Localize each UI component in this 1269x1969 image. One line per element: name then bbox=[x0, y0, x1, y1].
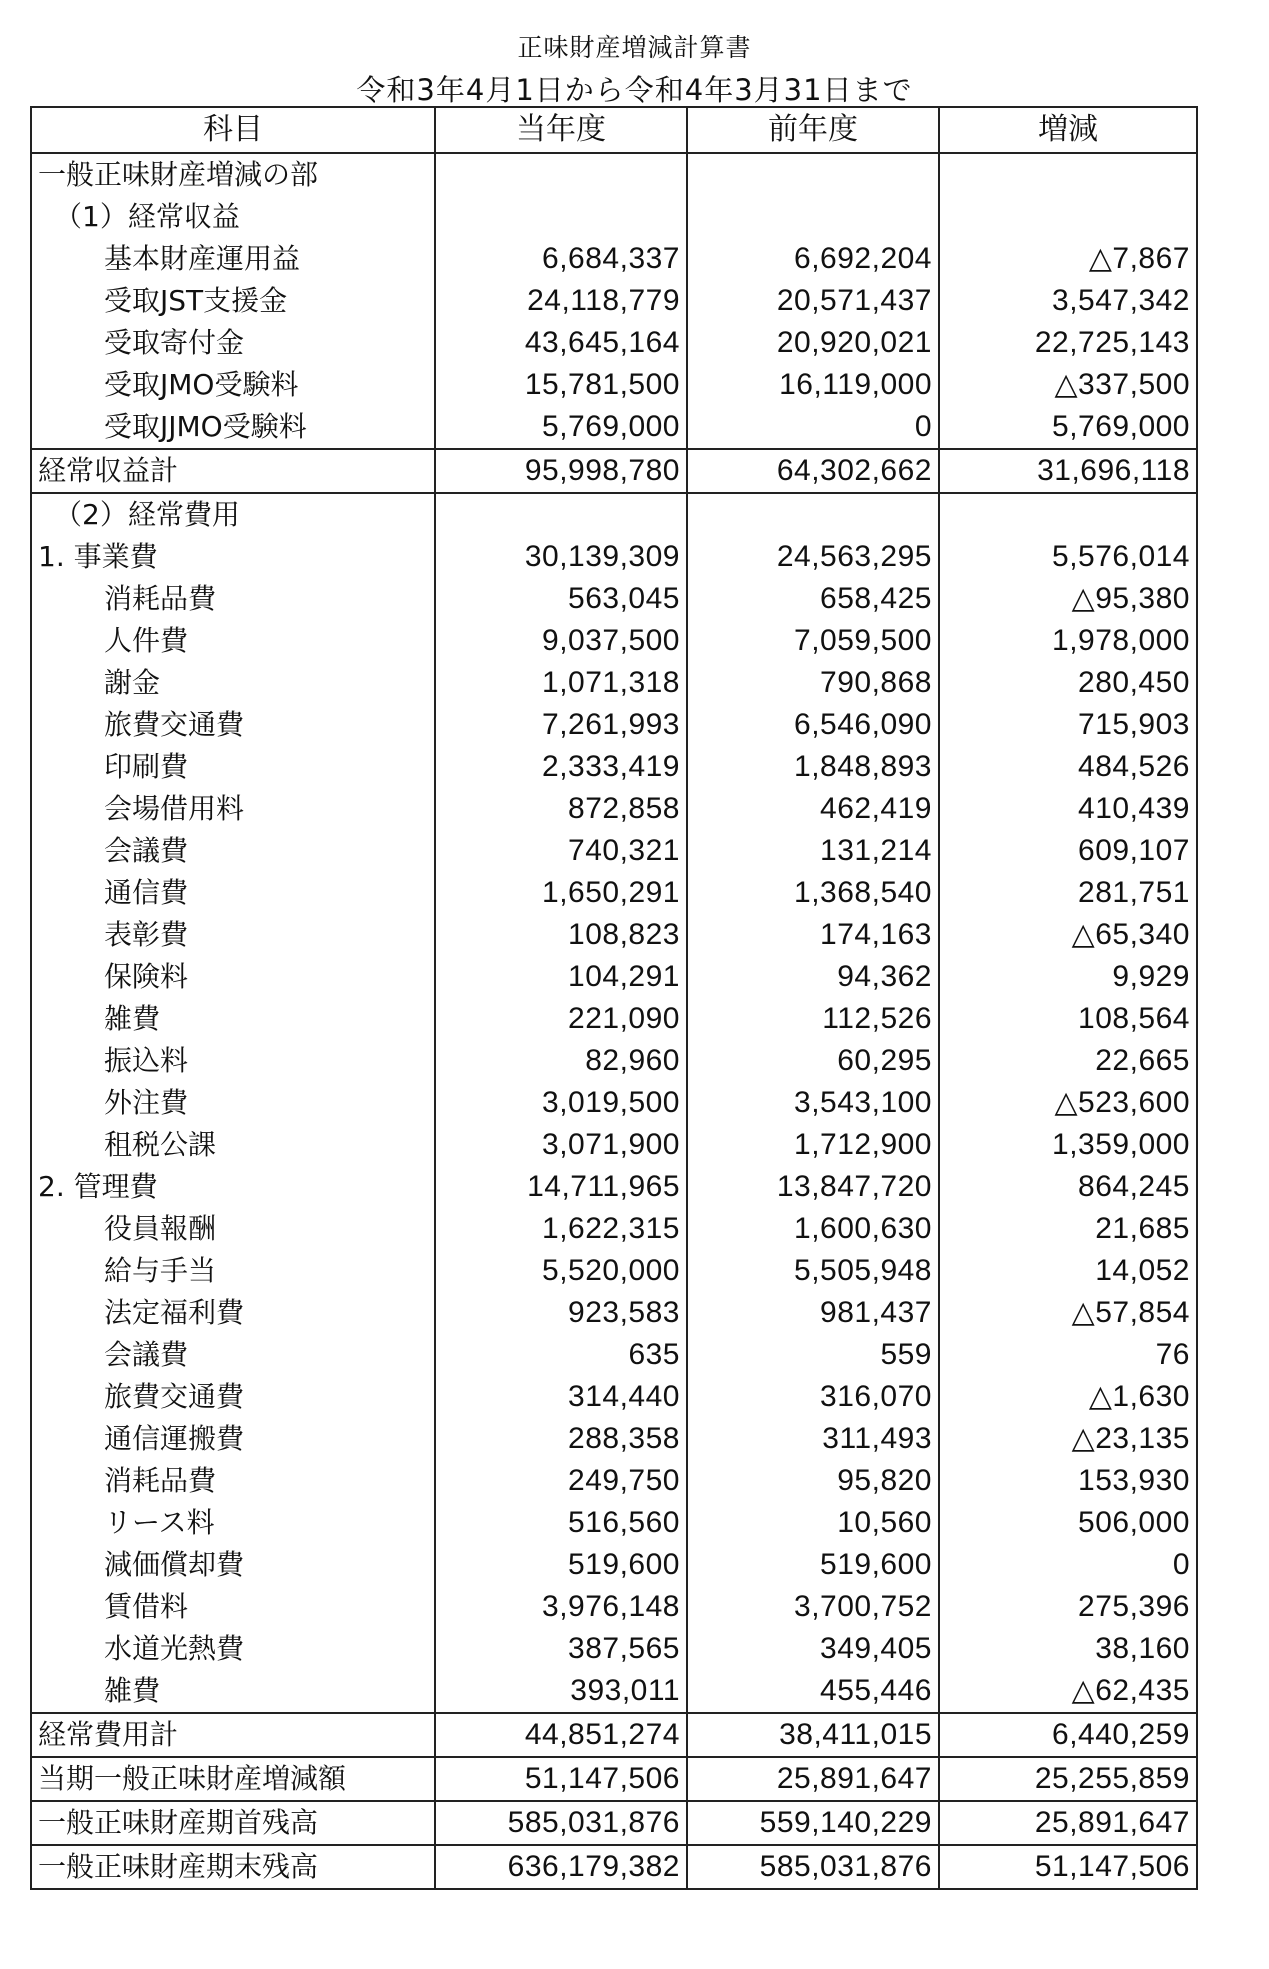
row-label: 旅費交通費 bbox=[31, 704, 435, 746]
row-prior-year: 95,820 bbox=[687, 1460, 939, 1502]
row-current-year: 923,583 bbox=[435, 1292, 687, 1334]
row-prior-year: 349,405 bbox=[687, 1628, 939, 1670]
row-current-year: 3,976,148 bbox=[435, 1586, 687, 1628]
row-change: △57,854 bbox=[939, 1292, 1197, 1334]
row-prior-year: 112,526 bbox=[687, 998, 939, 1040]
row-current-year: 30,139,309 bbox=[435, 536, 687, 578]
row-prior-year: 24,563,295 bbox=[687, 536, 939, 578]
row-change: 9,929 bbox=[939, 956, 1197, 998]
row-change: 153,930 bbox=[939, 1460, 1197, 1502]
row-prior-year: 1,368,540 bbox=[687, 872, 939, 914]
row-current-year: 5,769,000 bbox=[435, 406, 687, 449]
row-current-year: 44,851,274 bbox=[435, 1713, 687, 1757]
row-prior-year: 316,070 bbox=[687, 1376, 939, 1418]
row-change: 1,359,000 bbox=[939, 1124, 1197, 1166]
row-change: 1,978,000 bbox=[939, 620, 1197, 662]
table-row bbox=[31, 406, 1197, 449]
row-prior-year: 790,868 bbox=[687, 662, 939, 704]
table-row bbox=[31, 1082, 1197, 1124]
table-row bbox=[31, 493, 1197, 536]
row-label: 会議費 bbox=[31, 1334, 435, 1376]
row-current-year: 1,622,315 bbox=[435, 1208, 687, 1250]
table-row bbox=[31, 449, 1197, 493]
row-label: 給与手当 bbox=[31, 1250, 435, 1292]
row-label: 当期一般正味財産増減額 bbox=[31, 1757, 435, 1801]
table-row bbox=[31, 364, 1197, 406]
row-current-year: 104,291 bbox=[435, 956, 687, 998]
row-current-year: 14,711,965 bbox=[435, 1166, 687, 1208]
table-row bbox=[31, 830, 1197, 872]
statement-table bbox=[30, 106, 1198, 1890]
row-change: 6,440,259 bbox=[939, 1713, 1197, 1757]
row-label: 基本財産運用益 bbox=[31, 238, 435, 280]
row-label: 受取JST支援金 bbox=[31, 280, 435, 322]
row-change: 3,547,342 bbox=[939, 280, 1197, 322]
document-period: 令和3年4月1日から令和4年3月31日まで bbox=[356, 73, 913, 107]
row-prior-year: 6,546,090 bbox=[687, 704, 939, 746]
row-change: △95,380 bbox=[939, 578, 1197, 620]
row-label: 振込料 bbox=[31, 1040, 435, 1082]
table-header bbox=[31, 107, 1197, 153]
row-change: 51,147,506 bbox=[939, 1845, 1197, 1889]
row-change bbox=[939, 196, 1197, 238]
row-current-year: 387,565 bbox=[435, 1628, 687, 1670]
row-prior-year: 20,571,437 bbox=[687, 280, 939, 322]
table-row bbox=[31, 536, 1197, 578]
row-current-year: 43,645,164 bbox=[435, 322, 687, 364]
row-change: 108,564 bbox=[939, 998, 1197, 1040]
row-change bbox=[939, 493, 1197, 536]
row-current-year: 95,998,780 bbox=[435, 449, 687, 493]
table-row bbox=[31, 1544, 1197, 1586]
table-row bbox=[31, 662, 1197, 704]
header-change: 増減 bbox=[939, 107, 1197, 153]
row-current-year: 15,781,500 bbox=[435, 364, 687, 406]
row-label: 消耗品費 bbox=[31, 1460, 435, 1502]
table-row bbox=[31, 788, 1197, 830]
table-row bbox=[31, 746, 1197, 788]
row-change: 5,769,000 bbox=[939, 406, 1197, 449]
row-label: （1）経常収益 bbox=[31, 196, 435, 238]
table-row bbox=[31, 196, 1197, 238]
row-current-year: 51,147,506 bbox=[435, 1757, 687, 1801]
row-prior-year: 519,600 bbox=[687, 1544, 939, 1586]
row-current-year: 2,333,419 bbox=[435, 746, 687, 788]
row-change: △7,867 bbox=[939, 238, 1197, 280]
row-label: 法定福利費 bbox=[31, 1292, 435, 1334]
row-prior-year: 16,119,000 bbox=[687, 364, 939, 406]
row-change: △1,630 bbox=[939, 1376, 1197, 1418]
row-label: 通信運搬費 bbox=[31, 1418, 435, 1460]
row-current-year: 314,440 bbox=[435, 1376, 687, 1418]
row-current-year: 288,358 bbox=[435, 1418, 687, 1460]
row-label: （2）経常費用 bbox=[31, 493, 435, 536]
row-change: 22,725,143 bbox=[939, 322, 1197, 364]
row-change: 410,439 bbox=[939, 788, 1197, 830]
row-label: 保険料 bbox=[31, 956, 435, 998]
row-change: 864,245 bbox=[939, 1166, 1197, 1208]
row-current-year: 9,037,500 bbox=[435, 620, 687, 662]
row-change: 38,160 bbox=[939, 1628, 1197, 1670]
row-current-year: 519,600 bbox=[435, 1544, 687, 1586]
table-row bbox=[31, 1502, 1197, 1544]
row-prior-year: 559 bbox=[687, 1334, 939, 1376]
row-change: 609,107 bbox=[939, 830, 1197, 872]
row-prior-year: 3,543,100 bbox=[687, 1082, 939, 1124]
row-current-year: 7,261,993 bbox=[435, 704, 687, 746]
row-label: 受取寄付金 bbox=[31, 322, 435, 364]
table-row bbox=[31, 322, 1197, 364]
row-label: 人件費 bbox=[31, 620, 435, 662]
row-prior-year: 38,411,015 bbox=[687, 1713, 939, 1757]
table-row bbox=[31, 238, 1197, 280]
header-account: 科目 bbox=[31, 107, 435, 153]
row-label: 減価償却費 bbox=[31, 1544, 435, 1586]
row-current-year: 3,019,500 bbox=[435, 1082, 687, 1124]
table-row bbox=[31, 1670, 1197, 1713]
table-row bbox=[31, 153, 1197, 196]
row-change: 14,052 bbox=[939, 1250, 1197, 1292]
row-label: 2. 管理費 bbox=[31, 1166, 435, 1208]
row-change: 506,000 bbox=[939, 1502, 1197, 1544]
row-change: 484,526 bbox=[939, 746, 1197, 788]
row-label: 雑費 bbox=[31, 1670, 435, 1713]
header-current-year: 当年度 bbox=[435, 107, 687, 153]
table-row bbox=[31, 620, 1197, 662]
row-change: 275,396 bbox=[939, 1586, 1197, 1628]
table-row bbox=[31, 914, 1197, 956]
document-title: 正味財産増減計算書 bbox=[517, 33, 752, 62]
table-row bbox=[31, 280, 1197, 322]
row-label: 水道光熱費 bbox=[31, 1628, 435, 1670]
row-current-year: 635 bbox=[435, 1334, 687, 1376]
table-row bbox=[31, 956, 1197, 998]
row-label: 通信費 bbox=[31, 872, 435, 914]
table-row bbox=[31, 1292, 1197, 1334]
row-label: 外注費 bbox=[31, 1082, 435, 1124]
table-row bbox=[31, 1628, 1197, 1670]
table-row bbox=[31, 1376, 1197, 1418]
row-current-year: 82,960 bbox=[435, 1040, 687, 1082]
row-prior-year: 455,446 bbox=[687, 1670, 939, 1713]
row-current-year: 636,179,382 bbox=[435, 1845, 687, 1889]
header-row bbox=[31, 107, 1197, 153]
row-current-year bbox=[435, 153, 687, 196]
table-row bbox=[31, 1460, 1197, 1502]
row-current-year: 1,650,291 bbox=[435, 872, 687, 914]
row-label: 会場借用料 bbox=[31, 788, 435, 830]
row-prior-year: 94,362 bbox=[687, 956, 939, 998]
row-prior-year bbox=[687, 153, 939, 196]
row-prior-year: 585,031,876 bbox=[687, 1845, 939, 1889]
row-change bbox=[939, 153, 1197, 196]
table-row bbox=[31, 1713, 1197, 1757]
row-label: リース料 bbox=[31, 1502, 435, 1544]
row-label: 経常費用計 bbox=[31, 1713, 435, 1757]
row-change: 22,665 bbox=[939, 1040, 1197, 1082]
table-row bbox=[31, 1208, 1197, 1250]
row-current-year bbox=[435, 196, 687, 238]
row-current-year: 108,823 bbox=[435, 914, 687, 956]
row-current-year bbox=[435, 493, 687, 536]
row-current-year: 516,560 bbox=[435, 1502, 687, 1544]
row-change: 21,685 bbox=[939, 1208, 1197, 1250]
row-change: 715,903 bbox=[939, 704, 1197, 746]
row-prior-year: 6,692,204 bbox=[687, 238, 939, 280]
table-body bbox=[31, 153, 1197, 1889]
row-change: 0 bbox=[939, 1544, 1197, 1586]
row-prior-year: 5,505,948 bbox=[687, 1250, 939, 1292]
row-label: 雑費 bbox=[31, 998, 435, 1040]
row-prior-year: 559,140,229 bbox=[687, 1801, 939, 1845]
row-current-year: 3,071,900 bbox=[435, 1124, 687, 1166]
row-change: 280,450 bbox=[939, 662, 1197, 704]
row-current-year: 221,090 bbox=[435, 998, 687, 1040]
row-prior-year: 20,920,021 bbox=[687, 322, 939, 364]
row-prior-year: 131,214 bbox=[687, 830, 939, 872]
row-label: 表彰費 bbox=[31, 914, 435, 956]
table-row bbox=[31, 578, 1197, 620]
row-label: 役員報酬 bbox=[31, 1208, 435, 1250]
row-label: 旅費交通費 bbox=[31, 1376, 435, 1418]
row-label: 消耗品費 bbox=[31, 578, 435, 620]
table-row bbox=[31, 1250, 1197, 1292]
row-change: △523,600 bbox=[939, 1082, 1197, 1124]
row-change: 76 bbox=[939, 1334, 1197, 1376]
table-row bbox=[31, 1801, 1197, 1845]
row-prior-year: 981,437 bbox=[687, 1292, 939, 1334]
row-change: 31,696,118 bbox=[939, 449, 1197, 493]
table-row bbox=[31, 1418, 1197, 1460]
table-row bbox=[31, 1586, 1197, 1628]
row-prior-year bbox=[687, 196, 939, 238]
row-prior-year: 13,847,720 bbox=[687, 1166, 939, 1208]
row-prior-year: 60,295 bbox=[687, 1040, 939, 1082]
header-prior-year: 前年度 bbox=[687, 107, 939, 153]
row-label: 謝金 bbox=[31, 662, 435, 704]
row-label: 経常収益計 bbox=[31, 449, 435, 493]
row-prior-year: 1,848,893 bbox=[687, 746, 939, 788]
row-current-year: 249,750 bbox=[435, 1460, 687, 1502]
row-change: △62,435 bbox=[939, 1670, 1197, 1713]
table-row bbox=[31, 1124, 1197, 1166]
row-change: 25,255,859 bbox=[939, 1757, 1197, 1801]
table-row bbox=[31, 872, 1197, 914]
row-prior-year: 25,891,647 bbox=[687, 1757, 939, 1801]
row-label: 租税公課 bbox=[31, 1124, 435, 1166]
row-prior-year: 1,712,900 bbox=[687, 1124, 939, 1166]
row-current-year: 585,031,876 bbox=[435, 1801, 687, 1845]
row-change: 5,576,014 bbox=[939, 536, 1197, 578]
row-prior-year bbox=[687, 493, 939, 536]
row-current-year: 6,684,337 bbox=[435, 238, 687, 280]
row-change: 281,751 bbox=[939, 872, 1197, 914]
row-current-year: 563,045 bbox=[435, 578, 687, 620]
row-change: △23,135 bbox=[939, 1418, 1197, 1460]
table-row bbox=[31, 704, 1197, 746]
row-prior-year: 0 bbox=[687, 406, 939, 449]
row-prior-year: 7,059,500 bbox=[687, 620, 939, 662]
row-label: 一般正味財産期末残高 bbox=[31, 1845, 435, 1889]
row-current-year: 393,011 bbox=[435, 1670, 687, 1713]
row-prior-year: 174,163 bbox=[687, 914, 939, 956]
row-label: 賃借料 bbox=[31, 1586, 435, 1628]
row-current-year: 24,118,779 bbox=[435, 280, 687, 322]
table-row bbox=[31, 1757, 1197, 1801]
row-current-year: 5,520,000 bbox=[435, 1250, 687, 1292]
row-prior-year: 658,425 bbox=[687, 578, 939, 620]
row-current-year: 872,858 bbox=[435, 788, 687, 830]
row-change: △65,340 bbox=[939, 914, 1197, 956]
table-row bbox=[31, 1334, 1197, 1376]
row-label: 印刷費 bbox=[31, 746, 435, 788]
row-prior-year: 1,600,630 bbox=[687, 1208, 939, 1250]
row-prior-year: 3,700,752 bbox=[687, 1586, 939, 1628]
row-prior-year: 10,560 bbox=[687, 1502, 939, 1544]
table-row bbox=[31, 1040, 1197, 1082]
table-row bbox=[31, 1166, 1197, 1208]
row-current-year: 1,071,318 bbox=[435, 662, 687, 704]
row-prior-year: 462,419 bbox=[687, 788, 939, 830]
table-row bbox=[31, 1845, 1197, 1889]
row-change: 25,891,647 bbox=[939, 1801, 1197, 1845]
row-label: 1. 事業費 bbox=[31, 536, 435, 578]
row-label: 会議費 bbox=[31, 830, 435, 872]
row-label: 一般正味財産期首残高 bbox=[31, 1801, 435, 1845]
row-current-year: 740,321 bbox=[435, 830, 687, 872]
row-change: △337,500 bbox=[939, 364, 1197, 406]
row-prior-year: 311,493 bbox=[687, 1418, 939, 1460]
row-label: 一般正味財産増減の部 bbox=[31, 153, 435, 196]
row-label: 受取JMO受験料 bbox=[31, 364, 435, 406]
row-prior-year: 64,302,662 bbox=[687, 449, 939, 493]
table-row bbox=[31, 998, 1197, 1040]
row-label: 受取JJMO受験料 bbox=[31, 406, 435, 449]
